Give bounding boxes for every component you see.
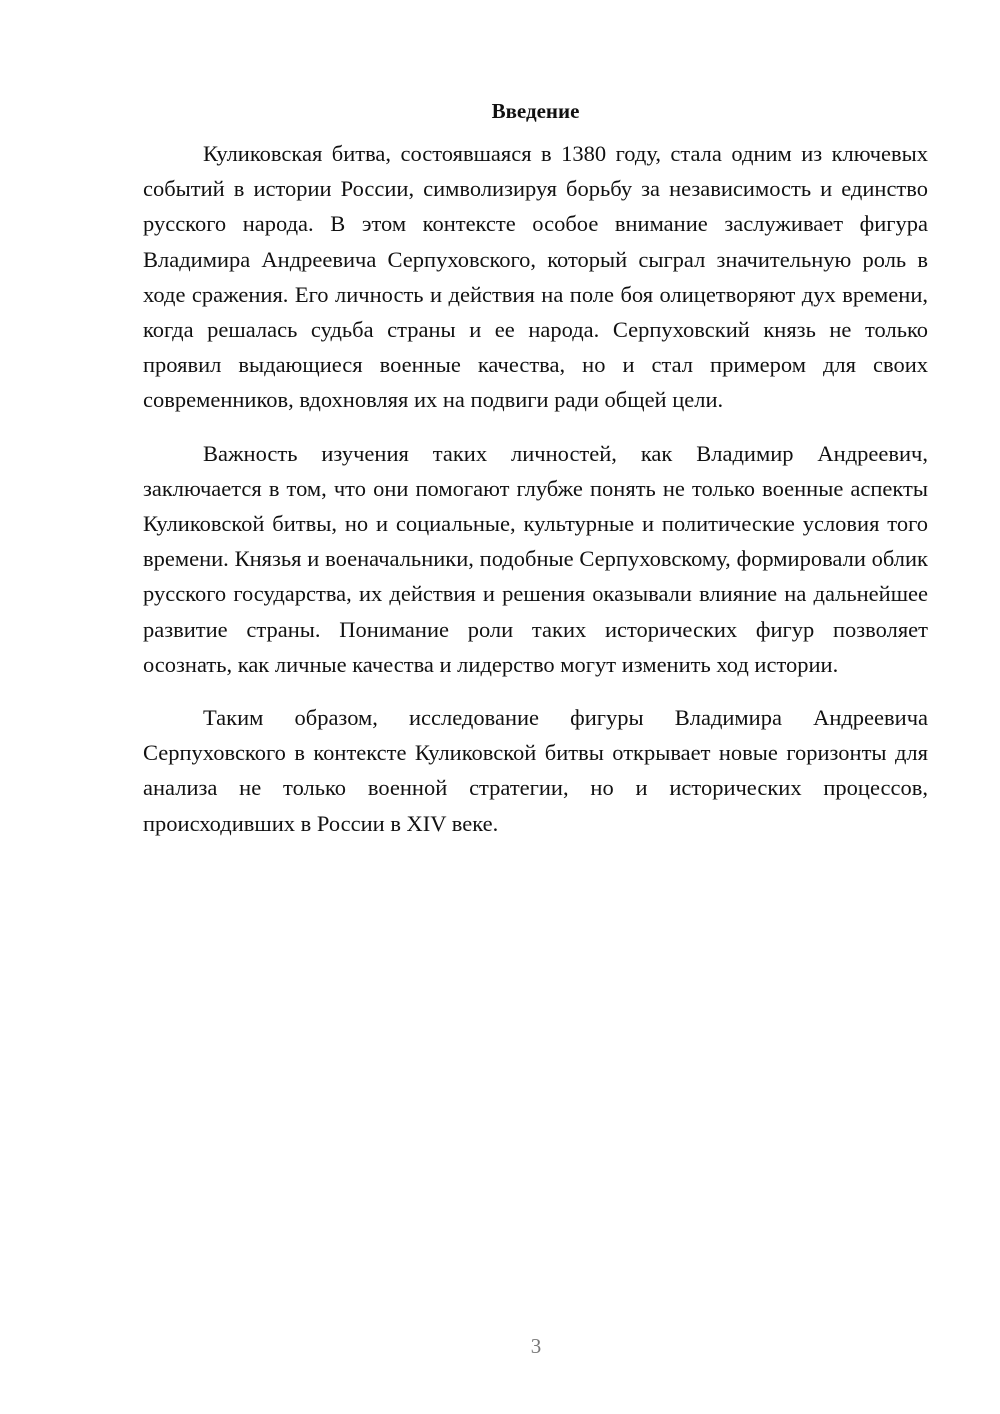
page-content	[143, 96, 928, 859]
paragraph-2: Важность изучения таких личностей, как Владимир Андреевич, заключается в том, что они помогают глубже понять не только военные аспекты Куликовской битвы, но и социальные, культурные и политические условия того времени. Князья и военачальники, подобные Серпуховскому, формировали облик русского государства, их действия и решения оказывали влияние на дальнейшее развитие страны. Понимание роли таких исторических фигур позволяет осознать, как личные качества и лидерство могут изменить ход истории.	[143, 440, 928, 677]
paragraph-1: Куликовская битва, состоявшаяся в 1380 году, стала одним из ключевых событий в истории России, символизируя борьбу за независимость и единство русского народа. В этом контексте особое внимание заслуживает фигура Владимира Андреевича Серпуховского, который сыграл значительную роль в ходе сражения. Его личность и действия на поле боя олицетворяют дух времени, когда решалась судьба страны и ее народа. Серпуховский князь не только проявил выдающиеся военные качества, но и стал примером для своих современников, вдохновляя их на подвиги ради общей цели.	[143, 141, 928, 413]
page-number: 3	[530, 1334, 542, 1358]
section-title: Введение	[491, 99, 580, 123]
paragraph-3: Таким образом, исследование фигуры Владимира Андреевича Серпуховского в контексте Куликовской битвы открывает новые горизонты для анализа не только военной стратегии, но и исторических процессов, происходивших в России в XIV веке.	[143, 705, 928, 836]
